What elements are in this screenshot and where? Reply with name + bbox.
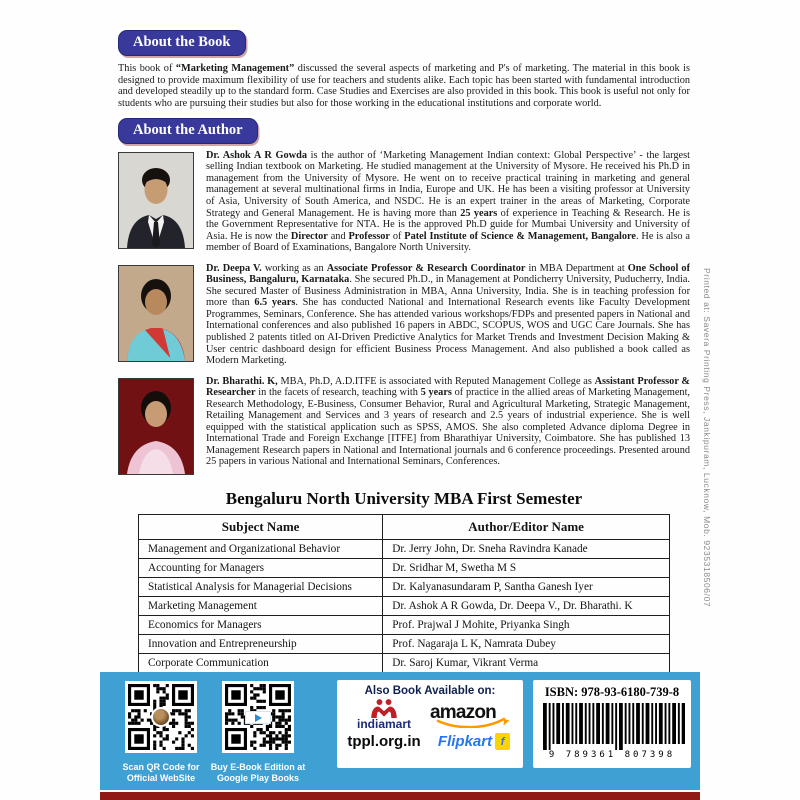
- barcode-icon: [539, 703, 685, 751]
- column-header-author: Author/Editor Name: [383, 514, 670, 539]
- author-cell: Dr. Ashok A R Gowda, Dr. Deepa V., Dr. Bharathi. K: [383, 596, 670, 615]
- isbn-box: [533, 680, 691, 768]
- author-cell: Dr. Jerry John, Dr. Sneha Ravindra Kanade: [383, 539, 670, 558]
- column-header-subject: Subject Name: [139, 514, 383, 539]
- subject-cell: Corporate Communication: [139, 653, 383, 672]
- barcode-digits: 9 789361 807398: [548, 750, 676, 760]
- vendor-logos: [337, 698, 523, 750]
- flipkart-bag-icon: f: [495, 733, 510, 750]
- qr-center-logo-icon: [151, 707, 171, 727]
- indiamart-logo: [357, 698, 411, 731]
- qr-code-icon: [222, 681, 294, 753]
- subject-cell: Marketing Management: [139, 596, 383, 615]
- about-book-text: This book of “Marketing Management” discussed the several aspects of marketing and P's of marketing. The material in this book is designed to provide maximum flexibility of use for teachers and students alike. Each topic has been started with fundamental introduction and developed steadily up to the standard form. Case Studies and Exercises are also provided in this book. This book is useful not only for students who are pursuing their studies but also for those working in the educational institutions and corporate world.: [118, 63, 690, 110]
- table-header-row: [139, 514, 670, 539]
- author-cell: Dr. Sridhar M, Swetha M S: [383, 558, 670, 577]
- qr-website-block: [116, 681, 206, 783]
- author-bio-text: Dr. Deepa V. working as an Associate Professor & Research Coordinator in MBA Department at One School of Business, Bangaluru, Karnataka. She secured Ph.D., in Management at Pondicherry University, Puducherry, India. She secured Master of Business Administration in MBA, Anna University, India. She is in teaching profession for more than 6.5 years. She has conducted National and International Research events like Faculty Development Programmes, Seminars, Conference. She has attended various workshops/FDPs and presented papers in National and International conferences and also published 16 papers in ABDC, SCOPUS, WOS and UGC Care Journals. She has published 2 patents titled on AI-Driven Predictive Analytics for Market Trends and Investment Decision Making & User centric dashboard design for efficient Business Process Management. And also published a book called as Modern Marketing.: [206, 262, 690, 367]
- cover-content: [118, 30, 690, 673]
- semester-subjects-table: [138, 514, 670, 673]
- indiamart-wordmark: indiamart: [356, 717, 411, 731]
- author-bio-ashok: [118, 150, 690, 254]
- qr-ebook-caption: Buy E-Book Edition at Google Play Books: [210, 762, 306, 783]
- table-row: [139, 558, 670, 577]
- flipkart-logo: [438, 733, 510, 750]
- author-cell: Prof. Prajwal J Mohite, Priyanka Singh: [383, 615, 670, 634]
- author-bio-text: Dr. Ashok A R Gowda is the author of ‘Marketing Management Indian context: Global Perspective’ - the largest selling Indian textbook on Marketing. He studied management at the University of Mysore. He received his Ph.D in management from the University of Mysore. He went on to receive practical training in marketing and general management at several multinational firms in India, Europe and UK. He has been a visiting professor at University of Asia, University of South America, and NSDC. He is an expert trainer in the areas of Marketing, Corporate Strategy and General Management. He is having more than 25 years of experience in Teaching & Research. He is the Government Representative for NTA. He is the approved Ph.D guide for Mumbai University and University of Asia. He is now the Director and Professor of Patel Institute of Science & Management, Bangalore. He is also a member of Board of Examinations, Bangalore North University.: [206, 149, 690, 254]
- table-title: Bengaluru North University MBA First Semester: [225, 488, 583, 508]
- table-row: [139, 539, 670, 558]
- amazon-arrow-icon: [504, 719, 510, 726]
- qr-ebook-block: [210, 681, 306, 783]
- also-available-title: Also Book Available on:: [364, 685, 496, 697]
- flipkart-wordmark: Flipkart: [437, 733, 493, 750]
- author-bio-deepa: [118, 263, 690, 367]
- author-photo-woman-pink-icon: [118, 378, 194, 475]
- author-cell: Prof. Nagaraja L K, Namrata Dubey: [383, 634, 670, 653]
- about-book-heading: About the Book: [118, 30, 246, 56]
- google-play-logo-icon: [245, 711, 271, 724]
- bottom-maroon-strip: [100, 792, 700, 800]
- indiamart-m-icon: [367, 698, 401, 718]
- subject-cell: Innovation and Entrepreneurship: [139, 634, 383, 653]
- author-photo-woman-sari-icon: [118, 265, 194, 362]
- author-cell: Dr. Saroj Kumar, Vikrant Verma: [383, 653, 670, 672]
- tppl-logo: tppl.org.in: [347, 733, 421, 750]
- qr-code-icon: [125, 681, 197, 753]
- subject-cell: Management and Organizational Behavior: [139, 539, 383, 558]
- qr-website-caption: Scan QR Code for Official WebSite: [122, 762, 200, 783]
- footer-band: [100, 672, 700, 790]
- table-row: [139, 634, 670, 653]
- amazon-wordmark: amazon: [430, 702, 496, 723]
- printer-side-note: Printed at: Savera Printing Press, Jankipuram, Lucknow, Mob. 9235318506/07: [702, 268, 712, 608]
- author-bio-bharathi: [118, 376, 690, 475]
- also-available-box: [337, 680, 523, 768]
- about-author-heading: About the Author: [118, 118, 258, 144]
- table-row: [139, 577, 670, 596]
- subject-cell: Accounting for Managers: [139, 558, 383, 577]
- table-row: [139, 653, 670, 672]
- author-cell: Dr. Kalyanasundaram P, Santha Ganesh Iyer: [383, 577, 670, 596]
- table-row: [139, 615, 670, 634]
- isbn-label: ISBN: 978-93-6180-739-8: [544, 685, 680, 699]
- amazon-logo: [428, 701, 520, 728]
- author-photo-man-suit-icon: [118, 152, 194, 249]
- author-bio-text: Dr. Bharathi. K, MBA, Ph.D, A.D.ITFE is associated with Reputed Management College as Assistant Professor & Researcher in the facets of research, teaching with 5 years of practice in the allied areas of Marketing Management, Research Methodology, E-Business, Consumer Behavior, Rural and Agricultural Marketing, Strategic Management, Retailing Management and Services and 3 years of research and 2.5 years of industrial experience. She is well equipped with the statistical application such as SPSS, AMOS. She also completed Advance diploma Degree in International Trade and Foreign Exchange [ITFE] from Bharathiyar University, Coimbatore. She has published 13 Management Research papers in National and International journals and 6 conference proceedings. Presented around 25 papers in various National and International Seminars, Conferences.: [206, 375, 690, 468]
- table-row: [139, 596, 670, 615]
- subject-cell: Economics for Managers: [139, 615, 383, 634]
- subject-cell: Statistical Analysis for Managerial Decisions: [139, 577, 383, 596]
